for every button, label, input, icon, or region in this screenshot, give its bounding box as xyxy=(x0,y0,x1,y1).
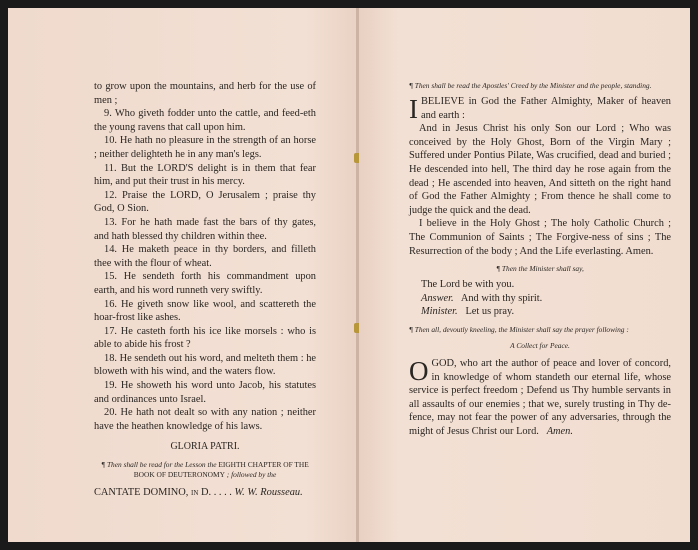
psalm-verse-20: 20. He hath not dealt so with any nation ; neither have the heathen knowledge of his laws. xyxy=(94,407,316,432)
creed-paragraph-2: And in Jesus Christ his only Son our Lord ; Who was conceived by the Holy Ghost, Born of the Virgin Mary ; Suffered under Pontius Pilate, Was crucified, dead and buried ; He descended into hell, The third day he rose again from the dead ; He ascended into heaven, And sitteth on the right hand of God the Father Almighty ; From thence he shall come to judge the quick and the dead. xyxy=(409,123,671,216)
psalm-verse-11: 11. But the LORD'S delight is in them that fear him, and put their trust in his mercy. xyxy=(94,162,316,188)
versicle-2 xyxy=(421,292,671,306)
versicle-3 xyxy=(421,305,671,319)
psalm-verse-16: 16. He giveth snow like wool, and scattereth the hoar-frost like ashes. xyxy=(94,298,316,324)
versicle-2-label: Answer. xyxy=(421,292,454,304)
cantate-label: CANTATE DOMINO, in D. . . . . xyxy=(94,487,232,499)
versicle-3-label: Minister. xyxy=(421,306,458,318)
psalm-verse-12: 12. Praise the LORD, O Jerusalem ; praise thy God, O Sion. xyxy=(94,189,316,215)
lesson-rubric-b: EIGHTH CHAPTER OF THE BOOK OF DEUTERONOMY xyxy=(133,460,309,480)
cantate-line xyxy=(94,486,316,500)
collect-text: GOD, who art the author of peace and lover of concord, in knowledge of whom standeth our eternal life, whose service is perfect freedom ; Defend us Thy humble servants in all assaults of our enemies ; that we, surely trusting in Thy de-fence, may not fear the power of any adversaries, through the might of Jesus Christ our Lord. xyxy=(409,357,671,437)
psalm-verse-10: 10. He hath no pleasure in the strength of an horse ; neither delighteth he in any man's legs. xyxy=(94,135,316,160)
psalm-verse-15: 15. He sendeth forth his commandment upon earth, and his word runneth very swiftly. xyxy=(94,271,316,296)
psalm-verse-19: 19. He showeth his word unto Jacob, his statutes and ordinances unto Israel. xyxy=(94,380,316,405)
collect-title: A Collect for Peace. xyxy=(510,340,570,350)
right-page xyxy=(359,8,690,542)
gloria-patri-heading: GLORIA PATRI. xyxy=(170,441,240,453)
right-column xyxy=(409,81,671,438)
cantate-author: W. W. Rousseau. xyxy=(234,487,303,499)
kneel-rubric: ¶ Then all, devoutly kneeling, the Minister shall say the prayer following : xyxy=(409,324,629,334)
psalm-verse-13: 13. For he hath made fast the bars of thy gates, and hath blessed thy children within thee. xyxy=(94,216,316,242)
creed-paragraph-3: I believe in the Holy Ghost ; The holy Catholic Church ; The Communion of Saints ; The Forgive-ness of sins ; The Resurrection of the body ; And the Life everlasting. Amen. xyxy=(409,218,671,257)
lesson-rubric-a: ¶ Then shall be read for the Lesson the xyxy=(101,460,217,470)
minister-rubric: ¶ Then the Minister shall say, xyxy=(496,264,584,274)
versicle-2-text: And with thy spirit. xyxy=(460,292,543,304)
creed-rubric: ¶ Then shall be read the Apostles' Creed by the Minister and the people, standing. xyxy=(409,81,652,90)
psalm-verse-9: 9. Who giveth fodder unto the cattle, and feed-eth the young ravens that call upon him. xyxy=(94,108,316,133)
left-page xyxy=(8,8,357,542)
collect-dropcap: O xyxy=(409,355,429,386)
lesson-rubric-c: ; followed by the xyxy=(226,470,277,480)
psalm-verse-17: 17. He casteth forth his ice like morsels : who is able to abide his frost ? xyxy=(94,325,316,351)
versicle-3-text: Let us pray. xyxy=(465,306,515,318)
psalm-verse-14: 14. He maketh peace in thy borders, and filleth thee with the flour of wheat. xyxy=(94,244,316,269)
left-column xyxy=(94,80,316,500)
creed-paragraph-1 xyxy=(409,95,671,122)
collect-amen: Amen. xyxy=(546,425,573,437)
creed-first-text: BELIEVE in God the Father Almighty, Maker of heaven and earth : xyxy=(421,96,671,121)
psalm-verse-18: 18. He sendeth out his word, and melteth them : he bloweth with his wind, and the waters flow. xyxy=(94,352,316,378)
creed-dropcap: I xyxy=(409,94,418,124)
lesson-rubric xyxy=(94,460,316,480)
versicle-1: The Lord be with you. xyxy=(421,279,515,291)
psalm-opening: to grow upon the mountains, and herb for the use of men ; xyxy=(94,81,316,106)
collect-paragraph xyxy=(409,357,671,439)
